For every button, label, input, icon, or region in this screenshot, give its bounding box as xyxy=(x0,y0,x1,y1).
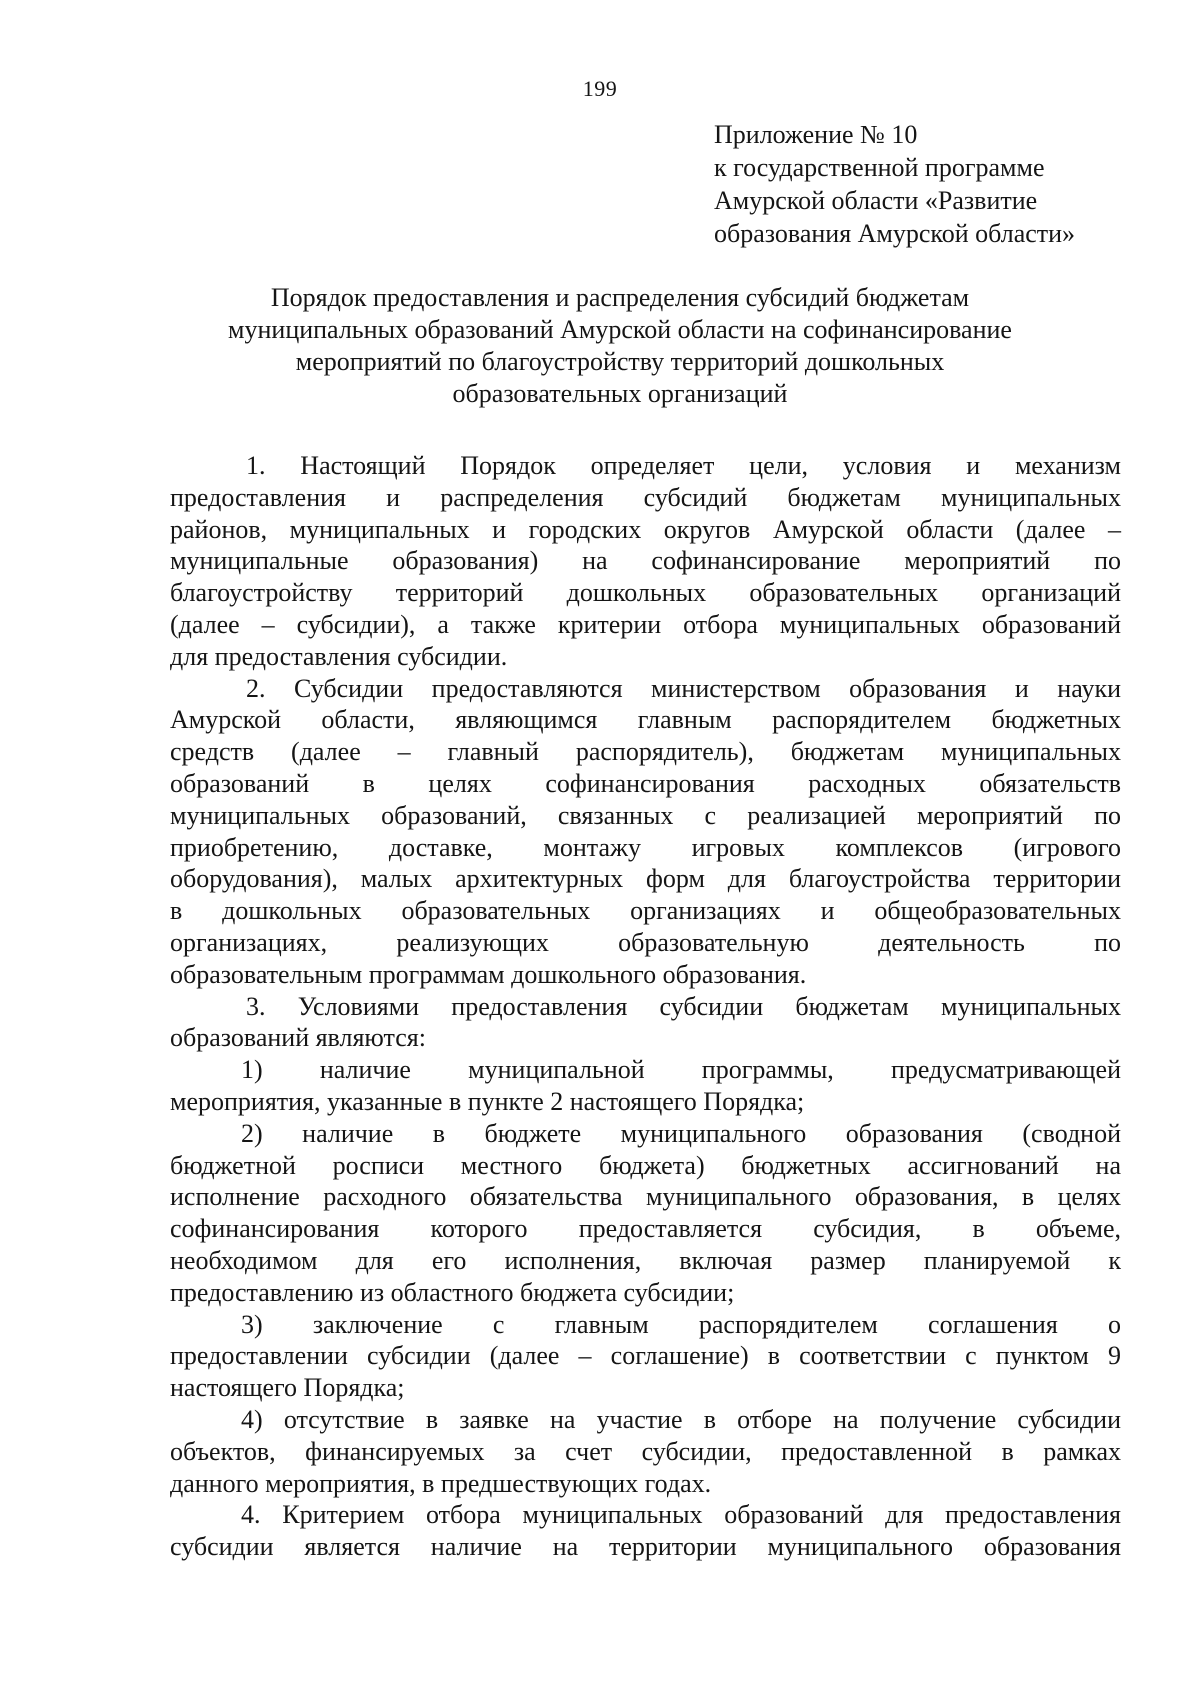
paragraph-line: образований в целях софинансирования расходных обязательств xyxy=(170,768,1121,798)
paragraph-line: благоустройству территорий дошкольных образовательных организаций xyxy=(170,578,1121,608)
paragraph-line: софинансирования которого предоставляется субсидия, в объеме, xyxy=(170,1214,1121,1244)
paragraph-line: объектов, финансируемых за счет субсидии, предоставленной в рамках xyxy=(170,1436,1121,1466)
paragraph-line: данного мероприятия, в предшествующих годах. xyxy=(170,1468,712,1498)
paragraph-line: муниципальных образований, связанных с реализацией мероприятий по xyxy=(170,800,1121,830)
appendix-line: Амурской области «Развитие xyxy=(714,186,1038,215)
title-line: Порядок предоставления и распределения субсидий бюджетам xyxy=(270,283,970,312)
paragraph-line: 3) заключение с главным распорядителем соглашения о xyxy=(241,1309,1121,1339)
paragraph-line: образовательным программам дошкольного образования. xyxy=(170,959,807,989)
document-body xyxy=(170,450,1121,1563)
paragraph-line: 4) отсутствие в заявке на участие в отборе на получение субсидии xyxy=(241,1404,1121,1434)
paragraph-line: мероприятия, указанные в пункте 2 настоящего Порядка; xyxy=(170,1086,805,1116)
paragraph-line: предоставлении субсидии (далее – соглашение) в соответствии с пунктом 9 xyxy=(170,1341,1121,1371)
paragraph-line: 2) наличие в бюджете муниципального образования (сводной xyxy=(241,1118,1121,1148)
paragraph-line: образований являются: xyxy=(170,1023,426,1053)
appendix-heading xyxy=(714,118,1134,250)
paragraph-1 xyxy=(170,450,1121,673)
paragraph-3 xyxy=(170,991,1121,1055)
paragraph-line: предоставлению из областного бюджета субсидии; xyxy=(170,1277,735,1307)
paragraph-line: 2. Субсидии предоставляются министерством образования и науки xyxy=(246,673,1121,703)
paragraph-line: предоставления и распределения субсидий бюджетам муниципальных xyxy=(170,482,1121,512)
paragraph-line: 4. Критерием отбора муниципальных образований для предоставления xyxy=(241,1500,1121,1530)
paragraph-line: организациях, реализующих образовательную деятельность по xyxy=(170,927,1121,957)
paragraph-5 xyxy=(170,1118,1121,1309)
paragraph-line: оборудования), малых архитектурных форм для благоустройства территории xyxy=(170,864,1121,894)
paragraph-line: в дошкольных образовательных организациях и общеобразовательных xyxy=(170,896,1121,926)
title-line: образовательных организаций xyxy=(452,379,788,408)
paragraph-line: приобретению, доставке, монтажу игровых комплексов (игрового xyxy=(170,832,1121,862)
paragraph-line: 1. Настоящий Порядок определяет цели, условия и механизм xyxy=(246,451,1121,480)
paragraph-line: исполнение расходного обязательства муниципального образования, в целях xyxy=(170,1182,1121,1212)
paragraph-line: (далее – субсидии), а также критерии отбора муниципальных образований xyxy=(170,609,1121,639)
paragraph-7 xyxy=(170,1404,1121,1499)
paragraph-line: 1) наличие муниципальной программы, предусматривающей xyxy=(241,1055,1121,1085)
paragraph-6 xyxy=(170,1309,1121,1404)
paragraph-line: настоящего Порядка; xyxy=(170,1373,405,1403)
paragraph-line: Амурской области, являющимся главным распорядителем бюджетных xyxy=(170,705,1121,735)
appendix-line: к государственной программе xyxy=(714,153,1045,182)
document-title xyxy=(160,282,1080,410)
title-line: мероприятий по благоустройству территорий дошкольных xyxy=(295,347,945,376)
paragraph-line: средств (далее – главный распорядитель), бюджетам муниципальных xyxy=(170,737,1121,767)
paragraph-line: субсидии является наличие на территории муниципального образования xyxy=(170,1532,1121,1562)
paragraph-8 xyxy=(170,1499,1121,1563)
paragraph-2 xyxy=(170,673,1121,991)
appendix-line: Приложение № 10 xyxy=(714,120,918,149)
paragraph-line: бюджетной росписи местного бюджета) бюджетных ассигнований на xyxy=(170,1150,1121,1180)
paragraph-line: необходимом для его исполнения, включая размер планируемой к xyxy=(170,1245,1121,1275)
paragraph-line: муниципальные образования) на софинансирование мероприятий по xyxy=(170,546,1121,576)
paragraph-line: 3. Условиями предоставления субсидии бюджетам муниципальных xyxy=(246,991,1121,1021)
paragraph-4 xyxy=(170,1054,1121,1118)
paragraph-line: районов, муниципальных и городских округов Амурской области (далее – xyxy=(170,514,1121,544)
paragraph-line: для предоставления субсидии. xyxy=(170,641,508,671)
title-line: муниципальных образований Амурской области на софинансирование xyxy=(228,315,1012,344)
appendix-line: образования Амурской области» xyxy=(714,219,1076,248)
page-number: 199 xyxy=(582,76,618,101)
